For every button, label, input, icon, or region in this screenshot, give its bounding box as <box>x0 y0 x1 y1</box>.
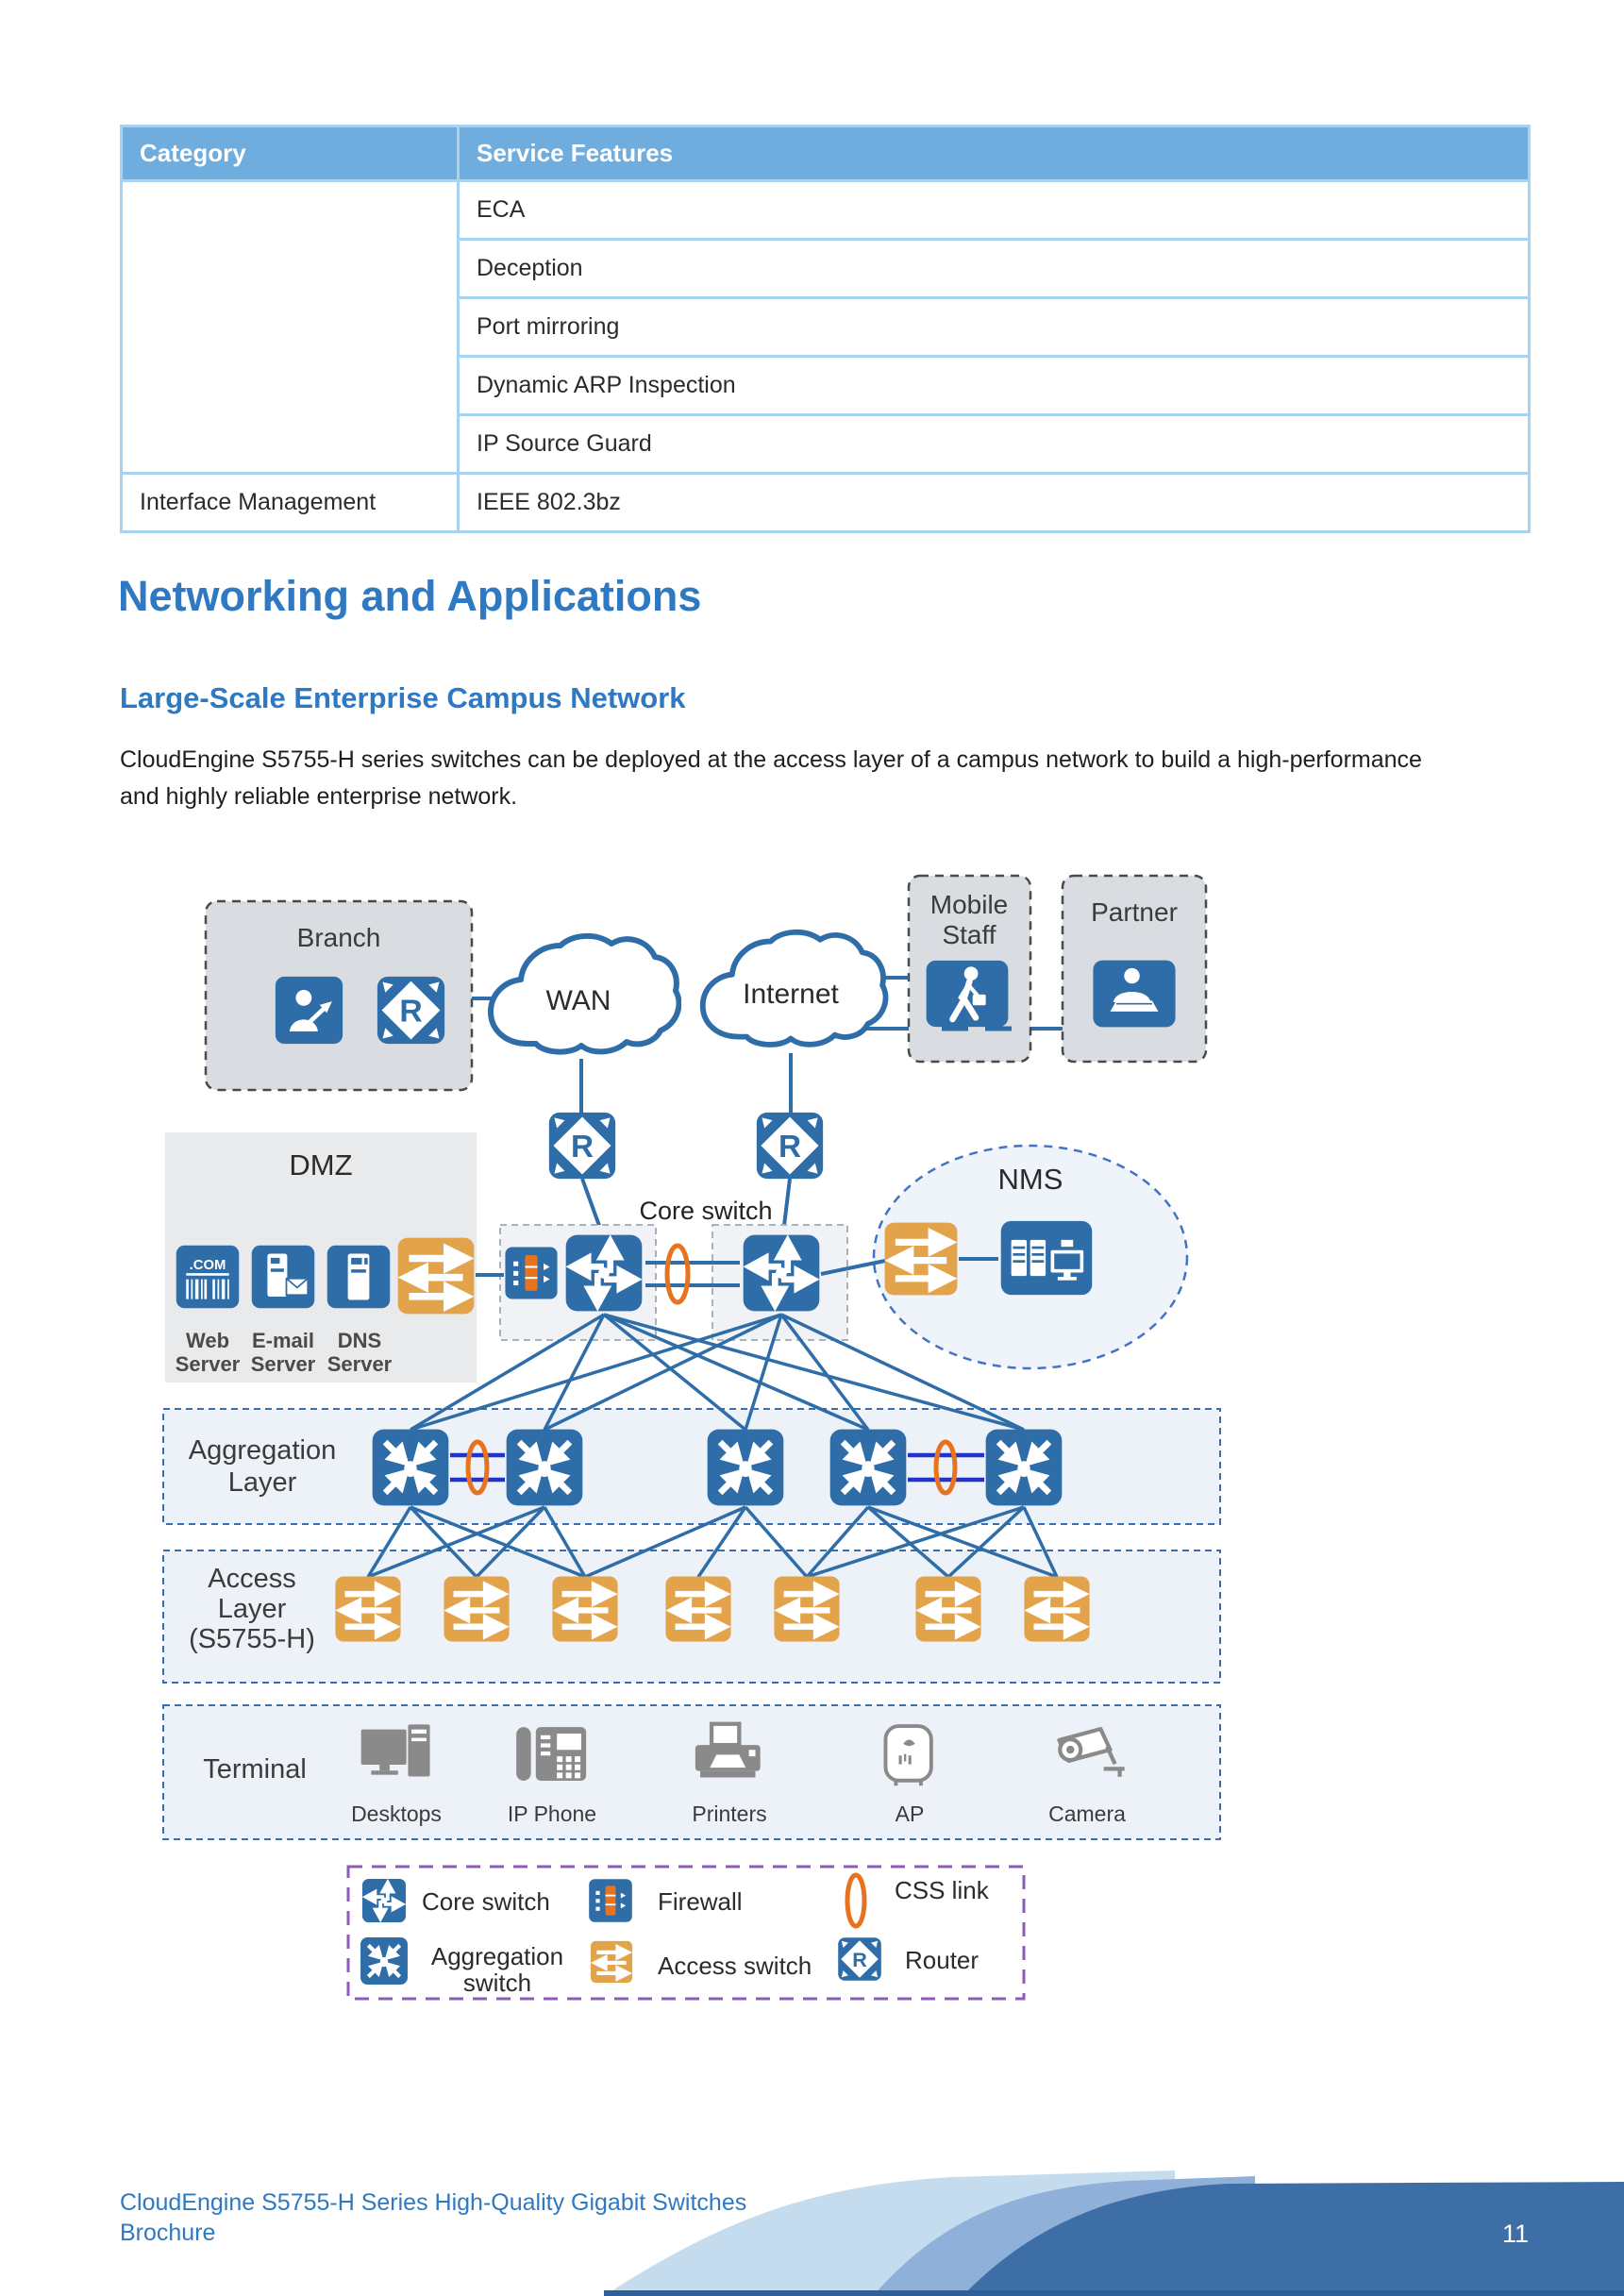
access-layer-label: (S5755-H) <box>189 1624 315 1654</box>
table-cell-category: Interface Management <box>122 474 459 532</box>
access-switch-icon <box>444 1576 509 1641</box>
legend-core-switch-icon <box>362 1879 406 1922</box>
partner-label: Partner <box>1091 897 1178 927</box>
section-subtitle: Large-Scale Enterprise Campus Network <box>120 681 686 714</box>
aggregation-switch-icon <box>507 1430 583 1506</box>
camera-label: Camera <box>1048 1802 1126 1826</box>
dns-server-icon <box>327 1246 391 1309</box>
nms-server-icon <box>1001 1221 1093 1295</box>
footer-doc-subtitle: Brochure <box>120 2220 216 2246</box>
footer-wave-graphic <box>0 2145 1624 2296</box>
legend-access-switch-label: Access switch <box>658 1952 812 1980</box>
internet-label: Internet <box>743 979 839 1010</box>
css-link-core-icon <box>667 1246 688 1302</box>
core-switch-label: Core switch <box>639 1197 773 1225</box>
table-cell-feature: Dynamic ARP Inspection <box>459 357 1530 415</box>
firewall-icon <box>505 1247 557 1299</box>
wan-router-icon <box>549 1113 615 1179</box>
table-cell-feature: IEEE 802.3bz <box>459 474 1530 532</box>
printers-label: Printers <box>692 1802 767 1826</box>
legend-aggregation-switch-label: Aggregation <box>430 1942 564 1970</box>
dns-server-label: Server <box>326 1352 393 1376</box>
table-row <box>122 181 1530 240</box>
table-cell-feature: Port mirroring <box>459 298 1530 357</box>
access-switch-icon <box>915 1576 980 1641</box>
branch-router-icon <box>377 977 444 1044</box>
core-switch-1-icon <box>566 1235 643 1312</box>
section-title: Networking and Applications <box>118 572 702 620</box>
desktops-label: Desktops <box>351 1802 442 1826</box>
table-header-features: Service Features <box>459 126 1530 181</box>
table-cell-feature: IP Source Guard <box>459 415 1530 474</box>
table-row <box>122 474 1530 532</box>
table-cell-feature: ECA <box>459 181 1530 240</box>
ap-icon <box>885 1726 930 1785</box>
section-paragraph <box>120 742 1422 815</box>
dmz-label: DMZ <box>289 1148 353 1182</box>
legend-router-icon <box>838 1937 881 1981</box>
dmz-access-switch-icon <box>398 1238 475 1315</box>
access-layer-label: Access <box>208 1564 296 1594</box>
table-cell-category-empty <box>122 181 459 474</box>
table-header-category: Category <box>122 126 459 181</box>
dns-server-label: DNS <box>337 1329 382 1352</box>
legend-css-link-label: CSS link <box>895 1876 989 1904</box>
mobile-staff-icon <box>927 961 1009 1027</box>
branch-label: Branch <box>296 923 381 952</box>
aggregation-switch-icon <box>830 1430 907 1506</box>
access-switch-icon <box>1024 1576 1089 1641</box>
table-header-row <box>122 126 1530 181</box>
campus-network-diagram <box>0 849 1624 2029</box>
legend-aggregation-switch-icon <box>360 1937 408 1985</box>
aggregation-switch-icon <box>986 1430 1063 1506</box>
ip-phone-icon <box>516 1727 586 1781</box>
partner-icon <box>1093 961 1175 1028</box>
aggregation-layer-label: Aggregation <box>188 1435 337 1466</box>
nms-access-switch-icon <box>885 1223 958 1296</box>
mobile-staff-label: Mobile <box>929 890 1009 919</box>
web-server-label: Server <box>175 1352 241 1376</box>
access-switch-icon <box>552 1576 617 1641</box>
nms-label: NMS <box>997 1163 1063 1196</box>
service-features-table <box>120 125 1531 533</box>
footer-bottom-bar <box>604 2290 1624 2296</box>
paragraph-line: and highly reliable enterprise network. <box>120 783 518 810</box>
aggregation-switch-icon <box>708 1430 784 1506</box>
wan-label: WAN <box>545 985 611 1016</box>
core-switch-2-icon <box>744 1235 820 1312</box>
access-switch-icon <box>665 1576 730 1641</box>
internet-router-icon <box>757 1113 823 1179</box>
legend-firewall-icon <box>589 1879 632 1922</box>
terminal-label: Terminal <box>203 1754 307 1785</box>
email-server-label: E-mail <box>251 1329 315 1352</box>
legend-router-label: Router <box>905 1946 979 1974</box>
ip-phone-label: IP Phone <box>507 1802 597 1826</box>
email-server-icon <box>252 1246 315 1309</box>
web-server-label: Web <box>185 1329 230 1352</box>
web-server-icon <box>176 1246 240 1309</box>
legend-access-switch-icon <box>591 1941 632 1983</box>
email-server-label: Server <box>250 1352 316 1376</box>
legend-firewall-label: Firewall <box>658 1887 743 1916</box>
legend-aggregation-switch-label: switch <box>462 1969 532 1997</box>
ap-label: AP <box>895 1802 925 1826</box>
aggregation-layer-label: Layer <box>227 1467 297 1498</box>
table-cell-feature: Deception <box>459 240 1530 298</box>
access-switch-icon <box>774 1576 839 1641</box>
paragraph-line: CloudEngine S5755-H series switches can be deployed at the access layer of a campus network to build a high-performance <box>120 746 1422 773</box>
access-layer-label: Layer <box>217 1594 287 1624</box>
legend-core-switch-label: Core switch <box>422 1887 550 1916</box>
access-switch-icon <box>335 1576 400 1641</box>
mobile-staff-label: Staff <box>942 920 996 949</box>
aggregation-switch-icon <box>373 1430 449 1506</box>
footer-doc-title: CloudEngine S5755-H Series High-Quality Gigabit Switches <box>120 2189 747 2216</box>
branch-user-icon <box>276 977 343 1044</box>
page-number: 11 <box>1502 2220 1530 2248</box>
